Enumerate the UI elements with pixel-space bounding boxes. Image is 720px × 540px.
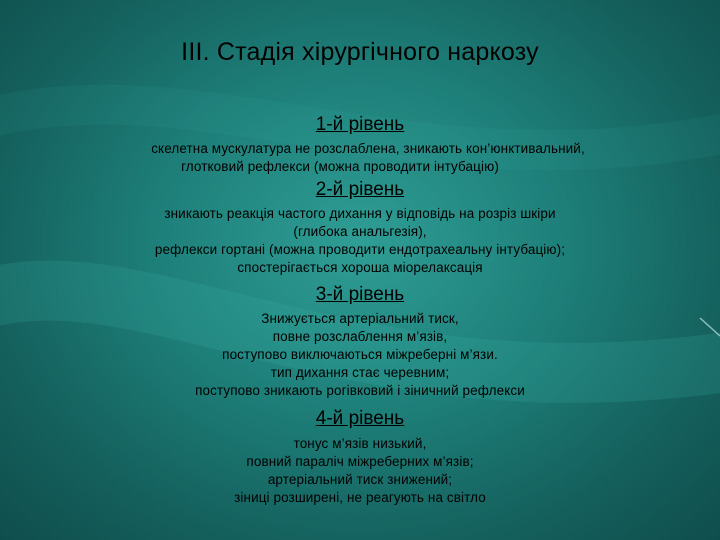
level-4-line-4: зіниці розширені, не реагують на світло <box>234 490 486 505</box>
level-2-line-2: (глибока анальгезія), <box>293 224 427 239</box>
level-4-heading: 4-й рівень <box>315 408 405 429</box>
level-2-line-3: рефлекси гортані (можна проводити ендотрахеальну інтубацію); <box>154 242 566 257</box>
level-3-line-1: Знижується артеріальний тиск, <box>261 311 459 326</box>
level-1-line-2: глотковий рефлекси (можна проводити інтубацію) <box>181 159 499 174</box>
level-1-line-1: скелетна мускулатура не розслаблена, зникають кон’юнктивальний, <box>151 141 585 156</box>
level-3-line-5: поступово зникають рогівковий і зіничний рефлекси <box>195 383 525 398</box>
level-3-text <box>0 310 720 400</box>
level-4-line-3: артеріальний тиск знижений; <box>267 472 453 487</box>
slide-title: ІІІ. Стадія хірургічного наркозу <box>181 38 539 66</box>
level-3-line-3: поступово виключаються міжреберні м’язи. <box>222 347 498 362</box>
level-1-heading: 1-й рівень <box>315 114 405 135</box>
level-1-text <box>0 140 720 176</box>
level-2-line-4: спостерігається хороша міорелаксація <box>237 260 483 275</box>
level-2-heading: 2-й рівень <box>315 179 405 200</box>
level-3-line-4: тип дихання стає черевним; <box>270 365 450 380</box>
level-2-text <box>0 205 720 277</box>
level-3-heading: 3-й рівень <box>315 284 405 305</box>
level-4-text <box>0 435 720 507</box>
level-4-line-1: тонус м’язів низький, <box>293 436 427 451</box>
level-4-line-2: повний параліч міжреберних м’язів; <box>246 454 474 469</box>
level-2-line-1: зникають реакція частого дихання у відповідь на розріз шкіри <box>164 206 556 221</box>
level-3-line-2: повне розслаблення м’язів, <box>272 329 448 344</box>
